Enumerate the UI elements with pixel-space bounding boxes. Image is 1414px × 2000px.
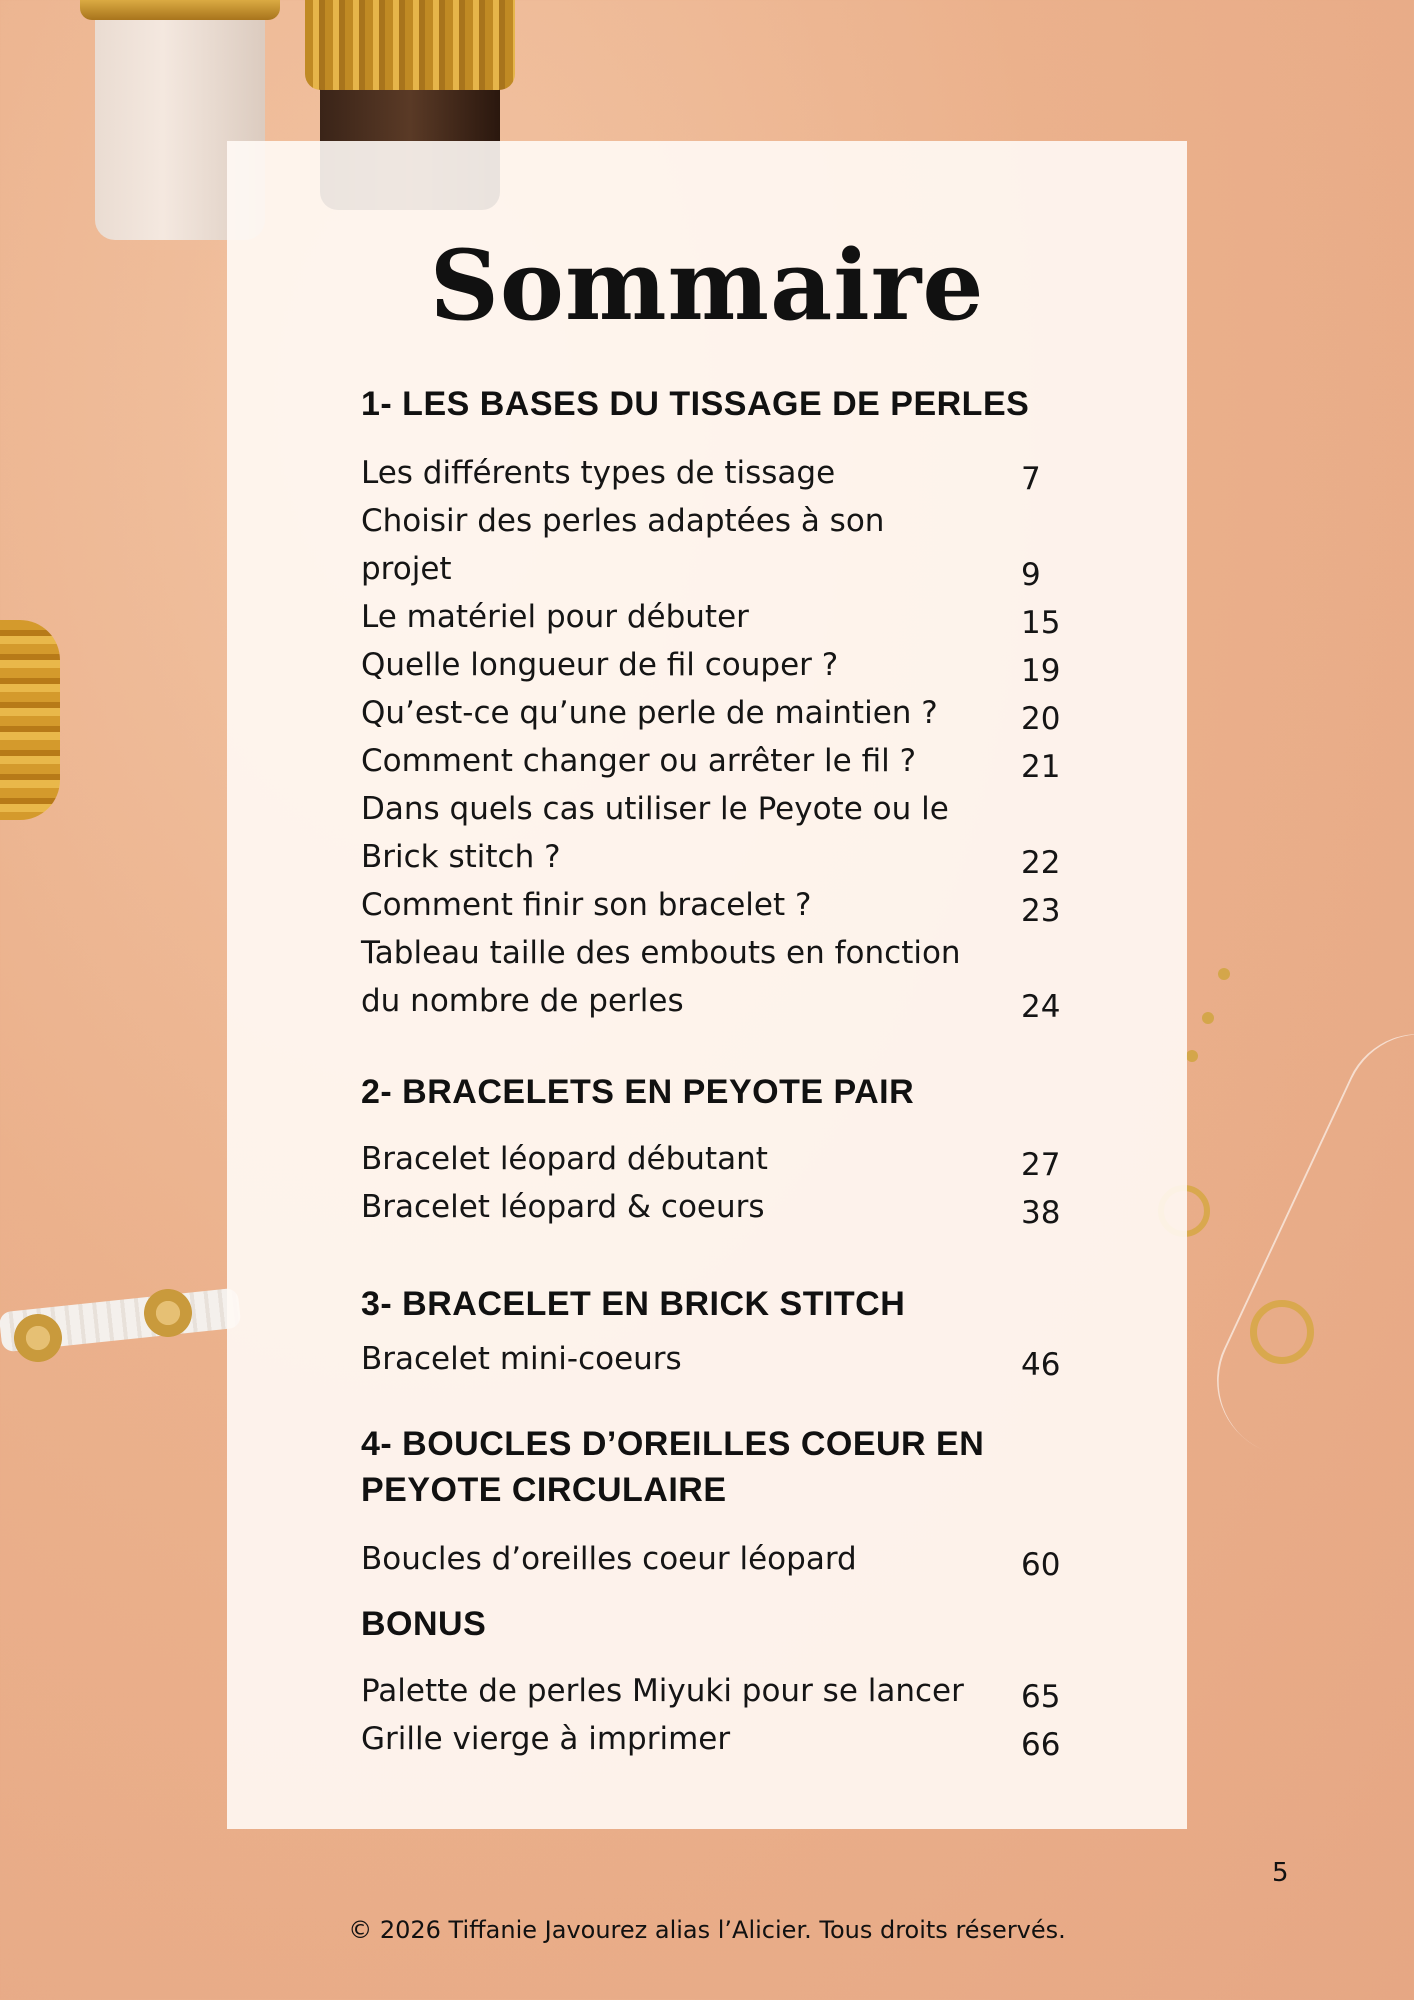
toc-entry[interactable] — [361, 689, 1081, 737]
entry-label: Bracelet léopard & coeurs — [361, 1189, 765, 1225]
toc-panel — [227, 141, 1187, 1829]
entry-list — [361, 1335, 1081, 1383]
section-heading: 4- BOUCLES D’OREILLES COEUR EN PEYOTE CIRCULAIRE — [361, 1425, 985, 1509]
toc-entry[interactable] — [361, 785, 1081, 881]
toc-entry[interactable] — [361, 497, 1081, 593]
entry-page-number: 38 — [1021, 1195, 1061, 1231]
toc-entry[interactable] — [361, 1135, 1081, 1183]
section-heading: 3- BRACELET EN BRICK STITCH — [361, 1285, 906, 1323]
copyright-notice: © 2026 Tiffanie Javourez alias l’Alicier. Tous droits réservés. — [348, 1916, 1066, 1944]
entry-list — [361, 1667, 1081, 1763]
entry-list — [361, 449, 1081, 1025]
entry-page-number: 23 — [1021, 893, 1061, 929]
toc-entry[interactable] — [361, 1335, 1081, 1383]
entry-list — [361, 1535, 1081, 1583]
page-title: Sommaire — [429, 229, 985, 342]
toc-entry[interactable] — [361, 929, 1081, 1025]
toc-section — [361, 1281, 1081, 1383]
gold-lid — [0, 620, 60, 820]
toc-section — [361, 1601, 1081, 1763]
entry-page-number: 20 — [1021, 701, 1061, 737]
entry-label: Bracelet mini-coeurs — [361, 1341, 682, 1377]
entry-label: Palette de perles Miyuki pour se lancer — [361, 1673, 964, 1709]
gold-bead — [1202, 1012, 1214, 1024]
entry-label: Comment changer ou arrêter le fil ? — [361, 743, 917, 779]
entry-label: Boucles d’oreilles coeur léopard — [361, 1541, 857, 1577]
entry-page-number: 21 — [1021, 749, 1061, 785]
toc-entry[interactable] — [361, 641, 1081, 689]
toc-entry[interactable] — [361, 737, 1081, 785]
section-heading: BONUS — [361, 1605, 487, 1643]
entry-page-number: 66 — [1021, 1727, 1061, 1763]
toc-entry[interactable] — [361, 1667, 1081, 1715]
entry-label: Quelle longueur de fil couper ? — [361, 647, 839, 683]
toc-entry[interactable] — [361, 1715, 1081, 1763]
entry-page-number: 24 — [1021, 989, 1061, 1025]
section-heading: 1- LES BASES DU TISSAGE DE PERLES — [361, 385, 1030, 423]
bead-flower — [140, 1285, 196, 1341]
entry-page-number: 7 — [1021, 461, 1041, 497]
toc-entry[interactable] — [361, 881, 1081, 929]
entry-label: Comment finir son bracelet ? — [361, 887, 812, 923]
bead-flower — [10, 1310, 66, 1366]
entry-label: Les différents types de tissage — [361, 455, 836, 491]
toc-section — [361, 1069, 1081, 1231]
toc-entry[interactable] — [361, 449, 1081, 497]
toc-entry[interactable] — [361, 1183, 1081, 1231]
entry-page-number: 46 — [1021, 1347, 1061, 1383]
entry-label: Le matériel pour débuter — [361, 599, 749, 635]
toc-section — [361, 1421, 1081, 1583]
entry-label: Tableau taille des embouts en fonction du nombre de perles — [361, 935, 961, 1019]
table-of-contents — [361, 381, 1081, 1763]
entry-label: Choisir des perles adaptées à son projet — [361, 503, 885, 587]
entry-label: Qu’est-ce qu’une perle de maintien ? — [361, 695, 938, 731]
thread — [1192, 1009, 1414, 1481]
entry-page-number: 65 — [1021, 1679, 1061, 1715]
jar-lid — [305, 0, 515, 90]
page-number: 5 — [1272, 1858, 1289, 1888]
gold-bead — [1218, 968, 1230, 980]
entry-label: Dans quels cas utiliser le Peyote ou le Brick stitch ? — [361, 791, 949, 875]
entry-label: Grille vierge à imprimer — [361, 1721, 731, 1757]
jar-lid — [80, 0, 280, 20]
toc-entry[interactable] — [361, 1535, 1081, 1583]
entry-page-number: 19 — [1021, 653, 1061, 689]
entry-page-number: 22 — [1021, 845, 1061, 881]
entry-label: Bracelet léopard débutant — [361, 1141, 768, 1177]
entry-page-number: 60 — [1021, 1547, 1061, 1583]
toc-section — [361, 381, 1081, 1025]
toc-entry[interactable] — [361, 593, 1081, 641]
entry-list — [361, 1135, 1081, 1231]
gold-bead — [1186, 1050, 1198, 1062]
section-heading: 2- BRACELETS EN PEYOTE PAIR — [361, 1073, 915, 1111]
entry-page-number: 27 — [1021, 1147, 1061, 1183]
entry-page-number: 15 — [1021, 605, 1061, 641]
entry-page-number: 9 — [1021, 557, 1041, 593]
